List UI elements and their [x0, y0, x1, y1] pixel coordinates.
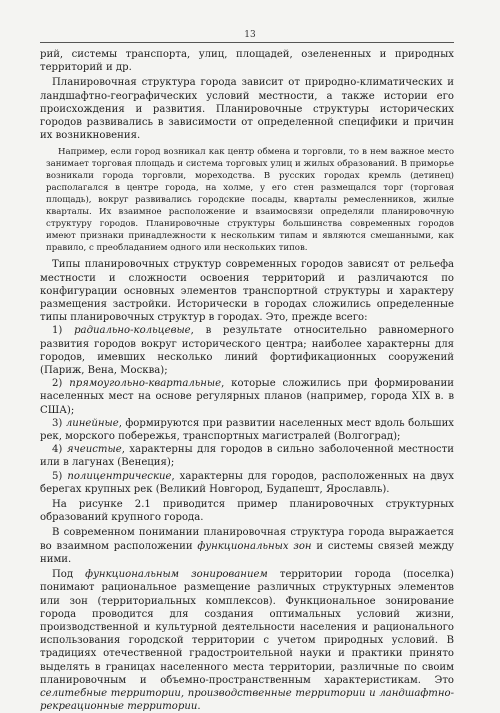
text-run: и системы связей между ними.: [40, 540, 454, 565]
text-run: территории города (поселка) понимают рациональное размещение различных структурных элементов или зон (территориальных комплексов). Функциональное зонирование города проводится для создания оптимальных условий жизни, производственной и культурной деятельности населения и рационального использования городской территории с учетом природных условий. В традициях отечественной градостроительной науки и практики принято выделять в границах населенного места территории, различные по своим планировочным и объемно-пространственным характеристикам. Это: [40, 569, 454, 686]
italic-term: функциональных зон: [197, 540, 312, 552]
text-run: 1): [52, 325, 75, 337]
text-run: , характерны для городов, расположенных на двух берегах крупных рек (Великий Новгород, Будапешт, Ярославль).: [40, 470, 454, 495]
italic-term: селитебные территории, производственные территории и ландшафтно-рекреационные территории: [40, 687, 454, 713]
text-run: рий, системы транспорта, улиц, площадей, озелененных и природных территорий и др.: [40, 49, 454, 74]
paragraph: [40, 48, 454, 74]
list-item: [40, 377, 454, 417]
text-run: В современном понимании планировочная структура города выражается во взаимном расположении: [40, 527, 454, 552]
page-number: 13: [244, 30, 256, 40]
paragraph: [40, 258, 454, 324]
text-run: 5): [52, 470, 68, 482]
list-item: [40, 470, 454, 496]
text-run: , формируются при развитии населенных мест вдоль больших рек, морского побережья, транспортных магистралей (Волгоград);: [40, 417, 454, 443]
list-item: [40, 443, 454, 469]
text-run: Планировочная структура города зависит от природно-климатических и ландшафтно-географических условий местности, а также истории его происхождения и развития. Планировочные структуры исторических городов развивались в зависимости от определенной специфики и причин их возникновения.: [40, 77, 454, 142]
text-run: На рисунке 2.1 приводится пример планировочных структурных образований крупного города.: [40, 499, 454, 524]
list-item: [40, 417, 454, 443]
paragraph: [40, 568, 454, 713]
paragraph: [40, 498, 454, 524]
text-run: 2): [52, 378, 70, 390]
paragraph: [40, 526, 454, 566]
text-run: Например, если город возникал как центр обмена и торговли, то в нем важное место занимает торговая площадь и система торговых улиц и жилых образований. В приморье возникали города торговли, мореходства. В русских городах кремль (детинец) располагался в центре города, на холме, у его стен размещался торг (торговая площадь), вокруг развивались городские посады, кварталы ремесленников, жилые кварталы. Их взаимное расположение и взаимосвязи определяли планировочную структуру городов. Планировочные структуры большинства современных городов имеют признаки принадлежности к нескольким типам и являются смешанными, как правило, с преобладанием одного или нескольких типов.: [46, 147, 454, 254]
list-item: [40, 324, 454, 377]
italic-term: полицентрические: [67, 470, 172, 482]
text-run: Под: [52, 569, 86, 581]
text-run: 3): [52, 417, 66, 429]
text-run: , в результате относительно равномерного развития городов вокруг исторического центра; наиболее характерны для городов, имевших несколько линий фортификационных сооружений (Париж, Вена, Москва);: [40, 325, 454, 377]
italic-term: прямоугольно-квартальные: [69, 378, 222, 390]
text-run: , характерны для городов в сильно заболоченной местности или в лагунах (Венеция);: [40, 444, 454, 469]
example-paragraph: [40, 146, 454, 254]
italic-term: радиально-кольцевые: [74, 325, 191, 337]
paragraph: [40, 76, 454, 142]
header-rule: [40, 42, 454, 43]
italic-term: функциональным зонированием: [85, 569, 268, 581]
text-run: .: [197, 701, 201, 713]
italic-term: линейные: [65, 417, 119, 429]
body-text: [40, 48, 454, 713]
text-run: 4): [52, 444, 67, 456]
text-run: Типы планировочных структур современных городов зависят от рельефа местности и сложности освоения территорий и различаются по конфигурации основных элементов транспортной структуры и характеру размещения застройки. Исторически в городах сложились определенные типы планировочных структур в городах. Это, прежде всего:: [40, 259, 454, 324]
text-run: , которые сложились при формировании населенных мест на основе регулярных планов (например, города XIX в. в США);: [40, 378, 454, 416]
italic-term: ячеистые: [66, 444, 122, 456]
